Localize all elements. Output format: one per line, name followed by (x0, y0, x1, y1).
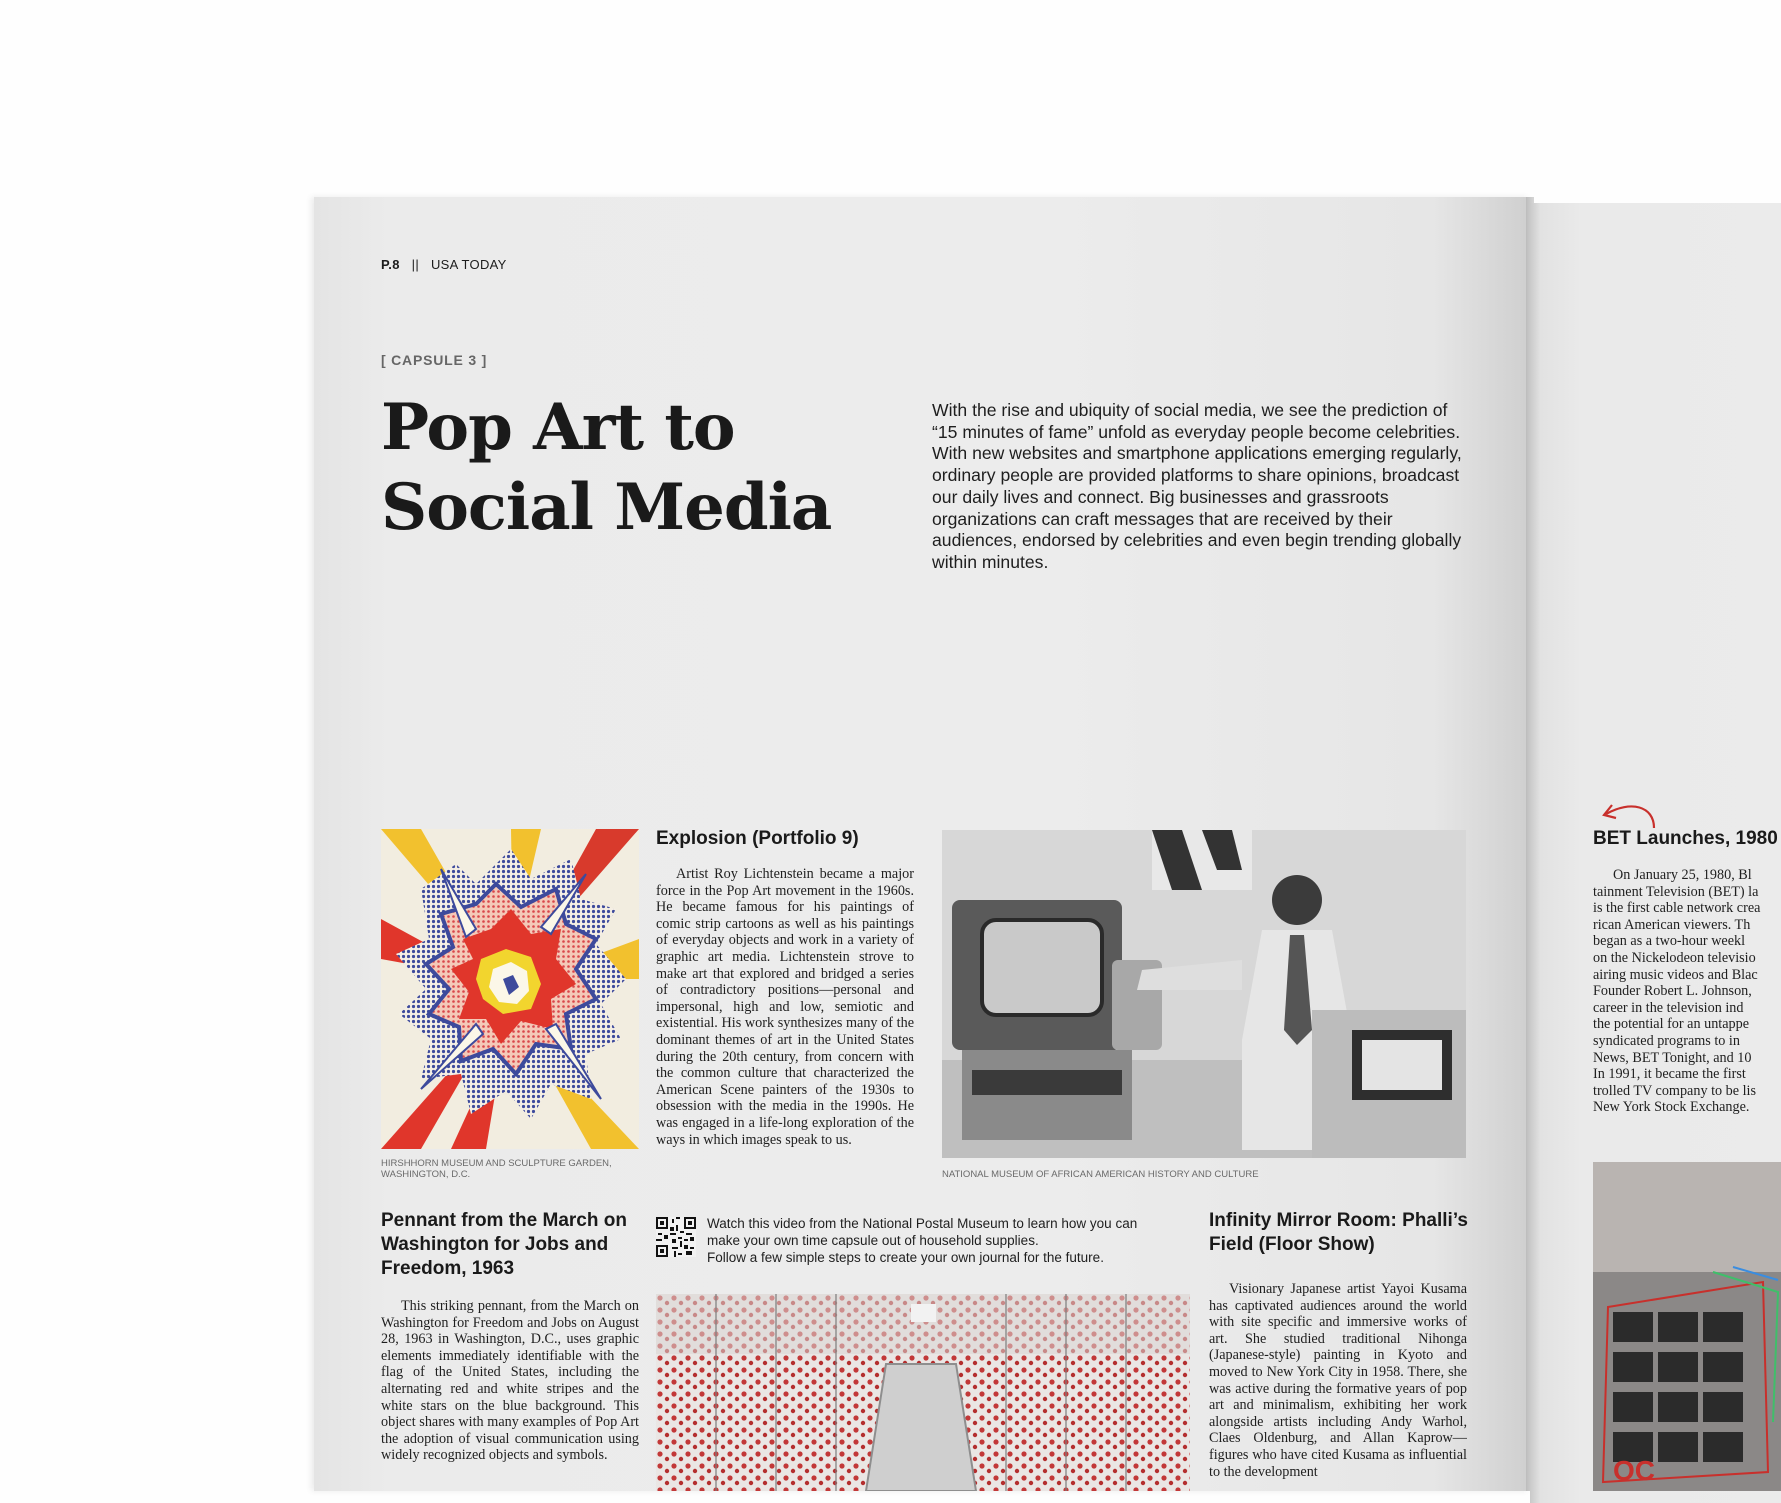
bet-line: on the Nickelodeon televisio (1593, 949, 1756, 966)
bet-body (1593, 867, 1781, 1116)
publication-name: USA TODAY (430, 257, 507, 272)
bet-line: trolled TV company to be lis (1593, 1082, 1757, 1099)
bet-line: In 1991, it became the first (1593, 1066, 1746, 1083)
page-folio (381, 257, 507, 272)
bet-line: career in the television ind (1593, 999, 1744, 1016)
folio-divider: || (411, 257, 420, 272)
bet-line: is the first cable network crea (1593, 900, 1761, 917)
explosion-body: Artist Roy Lichtenstein became a major force in the Pop Art movement in the 1960s. He became famous for his paintings of comic strip cartoons as well as his paintings of everyday objects and work in a variety of graphic art media. Lichtenstein strove to make art that explored and bridged a series of contradictory positions—personal and impersonal, high and low, semiotic and existential. His work synthesizes many of the dominant themes of art in the United States during the 20th century, from concern with the common culture that characterized the American Scene painters of the 1930s to obsession with the media in the 1990s. He was engaged in a life-long exploration of the ways in which images speak to us. (656, 866, 914, 1148)
bet-line: airing music videos and Blac (1593, 966, 1758, 983)
bet-line: syndicated programs to in (1593, 1032, 1740, 1049)
bet-line: New York Stock Exchange. (1593, 1099, 1750, 1116)
infinity-body: Visionary Japanese artist Yayoi Kusama has captivated audiences around the world with site specific and immersive works of art. She studied traditional Nihonga (Japanese-style) painting in Kyoto and moved to New York City in 1958. There, she was active during the formative years of pop art and minimalism, exhibiting her work alongside artists including Andy Warhol, Claes Oldenburg, and Allan Kaprow—figures who have cited Kusama as influential to the development (1209, 1281, 1467, 1480)
pennant-heading: Pennant from the March on Washington for Jobs and Freedom, 1963 (381, 1210, 627, 1279)
bet-line: On January 25, 1980, Bl (1613, 867, 1752, 883)
bet-line: began as a two-hour weekl (1593, 933, 1746, 950)
page-number: P.8 (381, 257, 400, 272)
intro-paragraph: With the rise and ubiquity of social media, we see the prediction of “15 minutes of fame” unfold as everyday people become celebrities. With new websites and smartphone applications emerging regularly, ordinary people are provided platforms to share opinions, broadcast our daily lives and connect. Big businesses and grassroots organizations can craft messages that are received by their audiences, endorsed by celebrities and even begin trending globally within minutes. (932, 400, 1462, 572)
video-note-line-2: make your own time capsule out of household supplies. (707, 1233, 1039, 1248)
explosion-caption: HIRSHHORN MUSEUM AND SCULPTURE GARDEN, WASHINGTON, D.C. (381, 1158, 612, 1180)
bet-line: the potential for an untappe (1593, 1016, 1750, 1033)
qr-code-graphic (656, 1217, 696, 1257)
bet-founder-photo (942, 830, 1466, 1158)
bet-line: rican American viewers. Th (1593, 916, 1751, 933)
bet-photo-caption: NATIONAL MUSEUM OF AFRICAN AMERICAN HISTORY AND CULTURE (942, 1169, 1259, 1180)
explosion-heading: Explosion (Portfolio 9) (656, 828, 859, 849)
infinity-mirror-photo (656, 1294, 1190, 1491)
bet-line: News, BET Tonight, and 10 (1593, 1049, 1752, 1066)
title-line-2: Social Media (381, 470, 832, 545)
title-line-1: Pop Art to (381, 390, 735, 465)
bet-photo-illustration (942, 830, 1466, 1158)
infinity-heading: Infinity Mirror Room: Phalli’s Field (Floor Show) (1209, 1210, 1468, 1255)
bet-heading: BET Launches, 1980 (1593, 828, 1778, 849)
svg-text:OC: OC (1613, 1455, 1655, 1486)
bet-line: Founder Robert L. Johnson, (1593, 983, 1752, 1000)
video-note (707, 1215, 1197, 1266)
curved-arrow-graphic (1596, 798, 1656, 830)
explosion-artwork (381, 829, 639, 1149)
qr-code-icon[interactable] (656, 1217, 696, 1257)
tv-installation-illustration (1593, 1162, 1781, 1491)
infinity-mirror-illustration (656, 1294, 1190, 1491)
capsule-label: [ CAPSULE 3 ] (381, 352, 488, 368)
video-note-line-1: Watch this video from the National Postal Museum to learn how you can (707, 1216, 1138, 1231)
explosion-illustration (381, 829, 639, 1149)
video-note-line-3: Follow a few simple steps to create your own journal for the future. (707, 1250, 1104, 1265)
pennant-body: This striking pennant, from the March on Washington for Freedom and Jobs on August 28, 1963 in Washington, D.C., uses graphic elements immediately identifiable with the flag of the United States, including the alternating red and white stripes and the white stars on the blue background. This object shares with many examples of Pop Art the adoption of visual communication using widely recognized objects and symbols. (381, 1298, 639, 1464)
bet-line: tainment Television (BET) la (1593, 883, 1759, 900)
page-title (381, 388, 841, 548)
right-page-photo (1593, 1162, 1781, 1491)
